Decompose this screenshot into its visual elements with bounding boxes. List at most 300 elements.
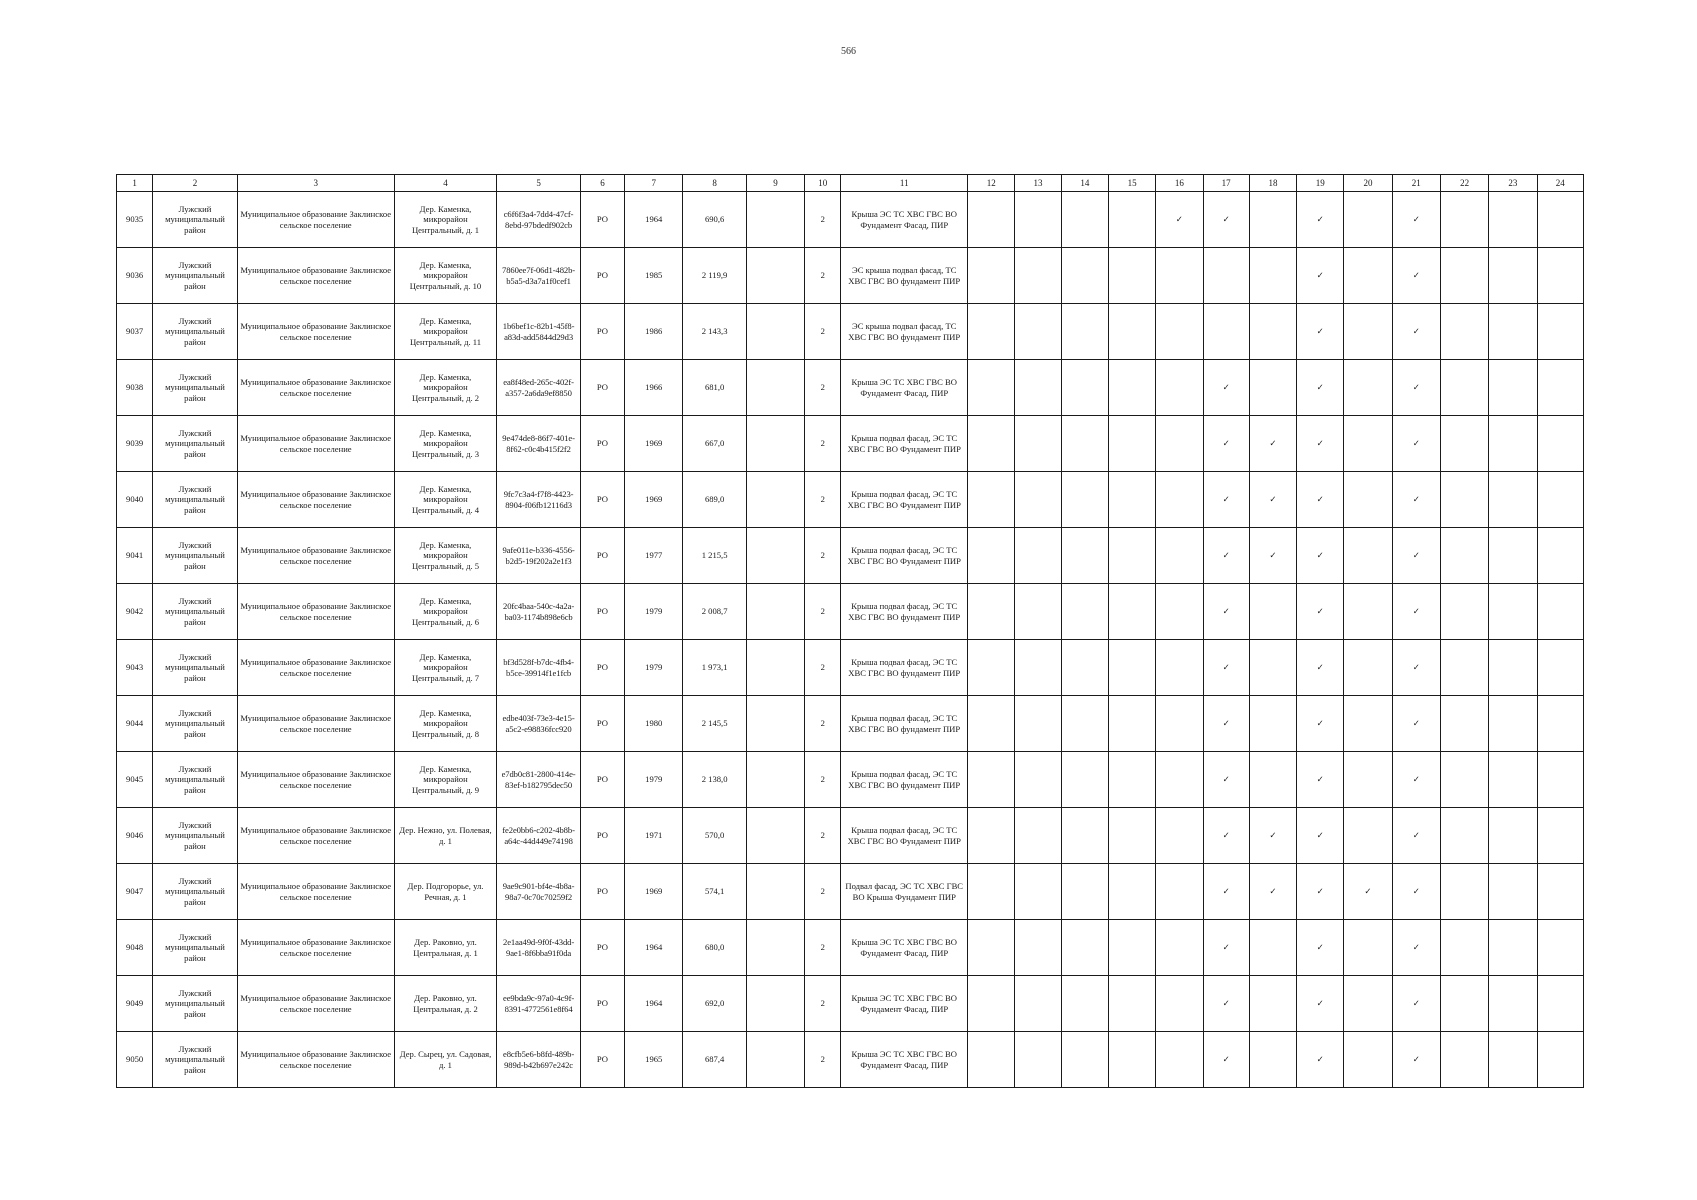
type-cell: РО	[580, 920, 624, 976]
column-17-cell	[1203, 416, 1249, 472]
page-number: 566	[841, 46, 856, 57]
type-cell: РО	[580, 864, 624, 920]
municipality-cell: Муниципальное образование Заклинское сельское поселение	[237, 920, 394, 976]
municipality-cell: Муниципальное образование Заклинское сельское поселение	[237, 1032, 394, 1088]
column-9-cell	[746, 976, 804, 1032]
municipality-cell: Муниципальное образование Заклинское сельское поселение	[237, 976, 394, 1032]
column-16-cell	[1156, 808, 1203, 864]
column-header-4: 4	[394, 175, 497, 192]
area-cell: 690,6	[683, 192, 746, 248]
column-header-10: 10	[805, 175, 841, 192]
district-cell: Лужский муниципальный район	[153, 864, 238, 920]
check-icon: ✓	[1316, 438, 1324, 449]
address-cell: Дер. Каменка, микрорайон Центральный, д. 6	[394, 584, 497, 640]
area-cell: 687,4	[683, 1032, 746, 1088]
district-cell: Лужский муниципальный район	[153, 696, 238, 752]
check-icon: ✓	[1222, 662, 1230, 673]
column-14-cell	[1061, 864, 1108, 920]
municipality-cell: Муниципальное образование Заклинское сельское поселение	[237, 584, 394, 640]
check-icon: ✓	[1222, 718, 1230, 729]
column-9-cell	[746, 528, 804, 584]
column-9-cell	[746, 248, 804, 304]
works-list-cell: Крыша ЭС ТС ХВС ГВС ВО Фундамент Фасад, ПИР	[841, 976, 968, 1032]
column-24-cell	[1537, 752, 1584, 808]
column-17-cell	[1203, 808, 1249, 864]
column-18-cell	[1249, 808, 1296, 864]
column-23-cell	[1489, 472, 1537, 528]
column-23-cell	[1489, 640, 1537, 696]
record-number-cell: 9037	[117, 304, 153, 360]
column-22-cell	[1440, 808, 1488, 864]
column-22-cell	[1440, 416, 1488, 472]
column-9-cell	[746, 696, 804, 752]
column-16-cell	[1156, 416, 1203, 472]
type-cell: РО	[580, 640, 624, 696]
check-icon: ✓	[1175, 214, 1183, 225]
column-header-16: 16	[1156, 175, 1203, 192]
check-icon: ✓	[1222, 494, 1230, 505]
address-cell: Дер. Каменка, микрорайон Центральный, д. 7	[394, 640, 497, 696]
building-code-cell: 1b6bef1c-82b1-45f8-a83d-add5844d29d3	[497, 304, 581, 360]
column-22-cell	[1440, 864, 1488, 920]
column-18-cell	[1249, 304, 1296, 360]
column-21-cell	[1392, 192, 1440, 248]
column-20-cell	[1344, 192, 1392, 248]
column-19-cell	[1297, 808, 1344, 864]
column-21-cell	[1392, 584, 1440, 640]
column-10-cell: 2	[805, 808, 841, 864]
check-icon: ✓	[1222, 942, 1230, 953]
area-cell: 681,0	[683, 360, 746, 416]
type-cell: РО	[580, 808, 624, 864]
type-cell: РО	[580, 192, 624, 248]
column-18-cell	[1249, 584, 1296, 640]
works-list-cell: ЭС крыша подвал фасад, ТС ХВС ГВС ВО фундамент ПИР	[841, 304, 968, 360]
municipality-cell: Муниципальное образование Заклинское сельское поселение	[237, 248, 394, 304]
check-icon: ✓	[1316, 774, 1324, 785]
column-24-cell	[1537, 864, 1584, 920]
building-code-cell: ea8f48ed-265c-402f-a357-2a6da9ef8850	[497, 360, 581, 416]
area-cell: 570,0	[683, 808, 746, 864]
check-icon: ✓	[1316, 494, 1324, 505]
column-10-cell: 2	[805, 920, 841, 976]
column-24-cell	[1537, 1032, 1584, 1088]
type-cell: РО	[580, 976, 624, 1032]
record-number-cell: 9047	[117, 864, 153, 920]
column-17-cell	[1203, 752, 1249, 808]
column-15-cell	[1108, 472, 1155, 528]
address-cell: Дер. Раковно, ул. Центральная, д. 1	[394, 920, 497, 976]
address-cell: Дер. Подгорорье, ул. Речная, д. 1	[394, 864, 497, 920]
area-cell: 680,0	[683, 920, 746, 976]
column-10-cell: 2	[805, 192, 841, 248]
column-13-cell	[1015, 976, 1061, 1032]
column-10-cell: 2	[805, 696, 841, 752]
table-row	[117, 248, 1584, 304]
column-20-cell	[1344, 808, 1392, 864]
column-24-cell	[1537, 920, 1584, 976]
check-icon: ✓	[1222, 214, 1230, 225]
year-cell: 1969	[625, 864, 683, 920]
check-icon: ✓	[1316, 830, 1324, 841]
year-cell: 1971	[625, 808, 683, 864]
column-9-cell	[746, 1032, 804, 1088]
column-21-cell	[1392, 752, 1440, 808]
column-23-cell	[1489, 864, 1537, 920]
column-10-cell: 2	[805, 976, 841, 1032]
column-14-cell	[1061, 248, 1108, 304]
column-18-cell	[1249, 920, 1296, 976]
column-20-cell	[1344, 248, 1392, 304]
column-19-cell	[1297, 752, 1344, 808]
column-12-cell	[968, 304, 1015, 360]
column-12-cell	[968, 920, 1015, 976]
column-header-3: 3	[237, 175, 394, 192]
area-cell: 1 973,1	[683, 640, 746, 696]
column-14-cell	[1061, 584, 1108, 640]
address-cell: Дер. Каменка, микрорайон Центральный, д. 11	[394, 304, 497, 360]
column-18-cell	[1249, 1032, 1296, 1088]
column-23-cell	[1489, 1032, 1537, 1088]
type-cell: РО	[580, 304, 624, 360]
record-number-cell: 9039	[117, 416, 153, 472]
column-24-cell	[1537, 360, 1584, 416]
column-19-cell	[1297, 864, 1344, 920]
check-icon: ✓	[1269, 830, 1277, 841]
column-14-cell	[1061, 304, 1108, 360]
column-header-13: 13	[1015, 175, 1061, 192]
check-icon: ✓	[1412, 886, 1420, 897]
column-21-cell	[1392, 864, 1440, 920]
column-9-cell	[746, 752, 804, 808]
works-list-cell: Крыша подвал фасад, ЭС ТС ХВС ГВС ВО Фундамент ПИР	[841, 528, 968, 584]
column-12-cell	[968, 976, 1015, 1032]
area-cell: 667,0	[683, 416, 746, 472]
column-20-cell	[1344, 416, 1392, 472]
column-header-22: 22	[1440, 175, 1488, 192]
district-cell: Лужский муниципальный район	[153, 752, 238, 808]
column-13-cell	[1015, 192, 1061, 248]
table-row	[117, 920, 1584, 976]
type-cell: РО	[580, 696, 624, 752]
column-header-5: 5	[497, 175, 581, 192]
district-cell: Лужский муниципальный район	[153, 640, 238, 696]
column-19-cell	[1297, 304, 1344, 360]
type-cell: РО	[580, 1032, 624, 1088]
check-icon: ✓	[1412, 438, 1420, 449]
address-cell: Дер. Каменка, микрорайон Центральный, д. 2	[394, 360, 497, 416]
column-18-cell	[1249, 696, 1296, 752]
type-cell: РО	[580, 752, 624, 808]
works-list-cell: Крыша ЭС ТС ХВС ГВС ВО Фундамент Фасад, ПИР	[841, 1032, 968, 1088]
address-cell: Дер. Сырец, ул. Садовая, д. 1	[394, 1032, 497, 1088]
record-number-cell: 9046	[117, 808, 153, 864]
column-22-cell	[1440, 472, 1488, 528]
building-code-cell: 9fc7c3a4-f7f8-4423-8904-f06fb12116d3	[497, 472, 581, 528]
column-10-cell: 2	[805, 752, 841, 808]
column-15-cell	[1108, 528, 1155, 584]
column-17-cell	[1203, 472, 1249, 528]
check-icon: ✓	[1412, 718, 1420, 729]
header-row	[117, 175, 1584, 192]
column-21-cell	[1392, 1032, 1440, 1088]
column-10-cell: 2	[805, 864, 841, 920]
column-13-cell	[1015, 696, 1061, 752]
column-22-cell	[1440, 192, 1488, 248]
column-21-cell	[1392, 528, 1440, 584]
check-icon: ✓	[1412, 214, 1420, 225]
table-row	[117, 696, 1584, 752]
column-22-cell	[1440, 920, 1488, 976]
building-code-cell: ee9bda9c-97a0-4c9f-8391-4772561e8f64	[497, 976, 581, 1032]
column-19-cell	[1297, 528, 1344, 584]
year-cell: 1979	[625, 752, 683, 808]
record-number-cell: 9045	[117, 752, 153, 808]
table-row	[117, 304, 1584, 360]
column-16-cell	[1156, 640, 1203, 696]
column-12-cell	[968, 248, 1015, 304]
works-list-cell: ЭС крыша подвал фасад, ТС ХВС ГВС ВО фундамент ПИР	[841, 248, 968, 304]
table-row	[117, 808, 1584, 864]
check-icon: ✓	[1222, 382, 1230, 393]
column-header-21: 21	[1392, 175, 1440, 192]
district-cell: Лужский муниципальный район	[153, 528, 238, 584]
year-cell: 1985	[625, 248, 683, 304]
works-list-cell: Крыша подвал фасад, ЭС ТС ХВС ГВС ВО фундамент ПИР	[841, 752, 968, 808]
column-22-cell	[1440, 304, 1488, 360]
check-icon: ✓	[1222, 774, 1230, 785]
column-14-cell	[1061, 752, 1108, 808]
column-24-cell	[1537, 584, 1584, 640]
check-icon: ✓	[1269, 494, 1277, 505]
column-header-9: 9	[746, 175, 804, 192]
check-icon: ✓	[1412, 1054, 1420, 1065]
column-20-cell	[1344, 920, 1392, 976]
column-15-cell	[1108, 584, 1155, 640]
column-17-cell	[1203, 1032, 1249, 1088]
check-icon: ✓	[1222, 606, 1230, 617]
column-13-cell	[1015, 640, 1061, 696]
address-cell: Дер. Каменка, микрорайон Центральный, д. 3	[394, 416, 497, 472]
column-14-cell	[1061, 192, 1108, 248]
check-icon: ✓	[1316, 662, 1324, 673]
record-number-cell: 9049	[117, 976, 153, 1032]
column-13-cell	[1015, 808, 1061, 864]
column-20-cell	[1344, 584, 1392, 640]
year-cell: 1979	[625, 584, 683, 640]
column-14-cell	[1061, 640, 1108, 696]
municipality-cell: Муниципальное образование Заклинское сельское поселение	[237, 696, 394, 752]
district-cell: Лужский муниципальный район	[153, 976, 238, 1032]
building-code-cell: 20fc4baa-540c-4a2a-ba03-1174b898e6cb	[497, 584, 581, 640]
year-cell: 1964	[625, 192, 683, 248]
column-22-cell	[1440, 360, 1488, 416]
column-13-cell	[1015, 416, 1061, 472]
building-code-cell: e8cfb5e6-b8fd-489b-989d-b42b697e242c	[497, 1032, 581, 1088]
column-19-cell	[1297, 976, 1344, 1032]
municipality-cell: Муниципальное образование Заклинское сельское поселение	[237, 864, 394, 920]
column-18-cell	[1249, 976, 1296, 1032]
column-16-cell	[1156, 976, 1203, 1032]
column-20-cell	[1344, 976, 1392, 1032]
column-15-cell	[1108, 752, 1155, 808]
column-13-cell	[1015, 864, 1061, 920]
column-21-cell	[1392, 976, 1440, 1032]
column-9-cell	[746, 472, 804, 528]
municipality-cell: Муниципальное образование Заклинское сельское поселение	[237, 640, 394, 696]
check-icon: ✓	[1222, 998, 1230, 1009]
column-10-cell: 2	[805, 360, 841, 416]
column-22-cell	[1440, 1032, 1488, 1088]
column-15-cell	[1108, 304, 1155, 360]
column-16-cell	[1156, 304, 1203, 360]
column-10-cell: 2	[805, 640, 841, 696]
address-cell: Дер. Каменка, микрорайон Центральный, д. 8	[394, 696, 497, 752]
column-9-cell	[746, 192, 804, 248]
column-9-cell	[746, 808, 804, 864]
area-cell: 2 008,7	[683, 584, 746, 640]
column-22-cell	[1440, 640, 1488, 696]
works-list-cell: Крыша ЭС ТС ХВС ГВС ВО Фундамент Фасад, ПИР	[841, 920, 968, 976]
column-23-cell	[1489, 920, 1537, 976]
column-header-14: 14	[1061, 175, 1108, 192]
check-icon: ✓	[1412, 550, 1420, 561]
check-icon: ✓	[1316, 214, 1324, 225]
column-20-cell	[1344, 360, 1392, 416]
column-15-cell	[1108, 360, 1155, 416]
column-9-cell	[746, 584, 804, 640]
check-icon: ✓	[1222, 830, 1230, 841]
column-9-cell	[746, 920, 804, 976]
column-14-cell	[1061, 360, 1108, 416]
municipality-cell: Муниципальное образование Заклинское сельское поселение	[237, 528, 394, 584]
column-24-cell	[1537, 472, 1584, 528]
column-18-cell	[1249, 752, 1296, 808]
check-icon: ✓	[1316, 326, 1324, 337]
check-icon: ✓	[1316, 1054, 1324, 1065]
column-24-cell	[1537, 192, 1584, 248]
column-16-cell	[1156, 248, 1203, 304]
column-13-cell	[1015, 920, 1061, 976]
column-16-cell	[1156, 1032, 1203, 1088]
column-18-cell	[1249, 248, 1296, 304]
column-header-19: 19	[1297, 175, 1344, 192]
column-14-cell	[1061, 528, 1108, 584]
column-12-cell	[968, 472, 1015, 528]
check-icon: ✓	[1316, 942, 1324, 953]
column-15-cell	[1108, 1032, 1155, 1088]
column-18-cell	[1249, 864, 1296, 920]
check-icon: ✓	[1412, 382, 1420, 393]
column-23-cell	[1489, 360, 1537, 416]
column-17-cell	[1203, 248, 1249, 304]
column-24-cell	[1537, 528, 1584, 584]
check-icon: ✓	[1412, 942, 1420, 953]
year-cell: 1979	[625, 640, 683, 696]
address-cell: Дер. Раковно, ул. Центральная, д. 2	[394, 976, 497, 1032]
column-24-cell	[1537, 640, 1584, 696]
column-18-cell	[1249, 472, 1296, 528]
record-number-cell: 9040	[117, 472, 153, 528]
table-row	[117, 752, 1584, 808]
check-icon: ✓	[1222, 550, 1230, 561]
column-24-cell	[1537, 248, 1584, 304]
column-22-cell	[1440, 248, 1488, 304]
check-icon: ✓	[1412, 830, 1420, 841]
column-24-cell	[1537, 416, 1584, 472]
column-header-2: 2	[153, 175, 238, 192]
column-22-cell	[1440, 976, 1488, 1032]
column-21-cell	[1392, 808, 1440, 864]
year-cell: 1980	[625, 696, 683, 752]
check-icon: ✓	[1412, 606, 1420, 617]
address-cell: Дер. Каменка, микрорайон Центральный, д. 10	[394, 248, 497, 304]
column-13-cell	[1015, 1032, 1061, 1088]
column-17-cell	[1203, 864, 1249, 920]
check-icon: ✓	[1316, 382, 1324, 393]
record-number-cell: 9043	[117, 640, 153, 696]
building-code-cell: c6f6f3a4-7dd4-47cf-8ebd-97bdedf902cb	[497, 192, 581, 248]
district-cell: Лужский муниципальный район	[153, 416, 238, 472]
column-17-cell	[1203, 528, 1249, 584]
column-20-cell	[1344, 864, 1392, 920]
column-header-8: 8	[683, 175, 746, 192]
table-row	[117, 584, 1584, 640]
works-list-cell: Подвал фасад, ЭС ТС ХВС ГВС ВО Крыша Фундамент ПИР	[841, 864, 968, 920]
column-22-cell	[1440, 584, 1488, 640]
column-13-cell	[1015, 752, 1061, 808]
type-cell: РО	[580, 584, 624, 640]
column-19-cell	[1297, 584, 1344, 640]
column-14-cell	[1061, 416, 1108, 472]
area-cell: 2 143,3	[683, 304, 746, 360]
check-icon: ✓	[1269, 550, 1277, 561]
column-16-cell	[1156, 752, 1203, 808]
year-cell: 1969	[625, 472, 683, 528]
table-row	[117, 640, 1584, 696]
column-21-cell	[1392, 248, 1440, 304]
column-18-cell	[1249, 360, 1296, 416]
column-9-cell	[746, 864, 804, 920]
column-19-cell	[1297, 416, 1344, 472]
column-12-cell	[968, 864, 1015, 920]
check-icon: ✓	[1412, 662, 1420, 673]
column-16-cell	[1156, 696, 1203, 752]
check-icon: ✓	[1222, 438, 1230, 449]
column-24-cell	[1537, 976, 1584, 1032]
column-14-cell	[1061, 976, 1108, 1032]
year-cell: 1964	[625, 920, 683, 976]
check-icon: ✓	[1222, 1054, 1230, 1065]
building-code-cell: e7db0c81-2800-414e-83ef-b182795dec50	[497, 752, 581, 808]
check-icon: ✓	[1412, 494, 1420, 505]
column-17-cell	[1203, 360, 1249, 416]
building-code-cell: 9e474de8-86f7-401e-8f62-c0c4b415f2f2	[497, 416, 581, 472]
building-code-cell: 2e1aa49d-9f0f-43dd-9ae1-8f6bba91f0da	[497, 920, 581, 976]
address-cell: Дер. Нежно, ул. Полевая, д. 1	[394, 808, 497, 864]
type-cell: РО	[580, 360, 624, 416]
address-cell: Дер. Каменка, микрорайон Центральный, д. 5	[394, 528, 497, 584]
building-code-cell: edbe403f-73e3-4e15-a5c2-e98836fcc920	[497, 696, 581, 752]
column-23-cell	[1489, 416, 1537, 472]
municipality-cell: Муниципальное образование Заклинское сельское поселение	[237, 192, 394, 248]
column-16-cell	[1156, 920, 1203, 976]
type-cell: РО	[580, 416, 624, 472]
area-cell: 2 119,9	[683, 248, 746, 304]
building-code-cell: 7860ee7f-06d1-482b-b5a5-d3a7a1f0cef1	[497, 248, 581, 304]
check-icon: ✓	[1364, 886, 1372, 897]
check-icon: ✓	[1412, 774, 1420, 785]
